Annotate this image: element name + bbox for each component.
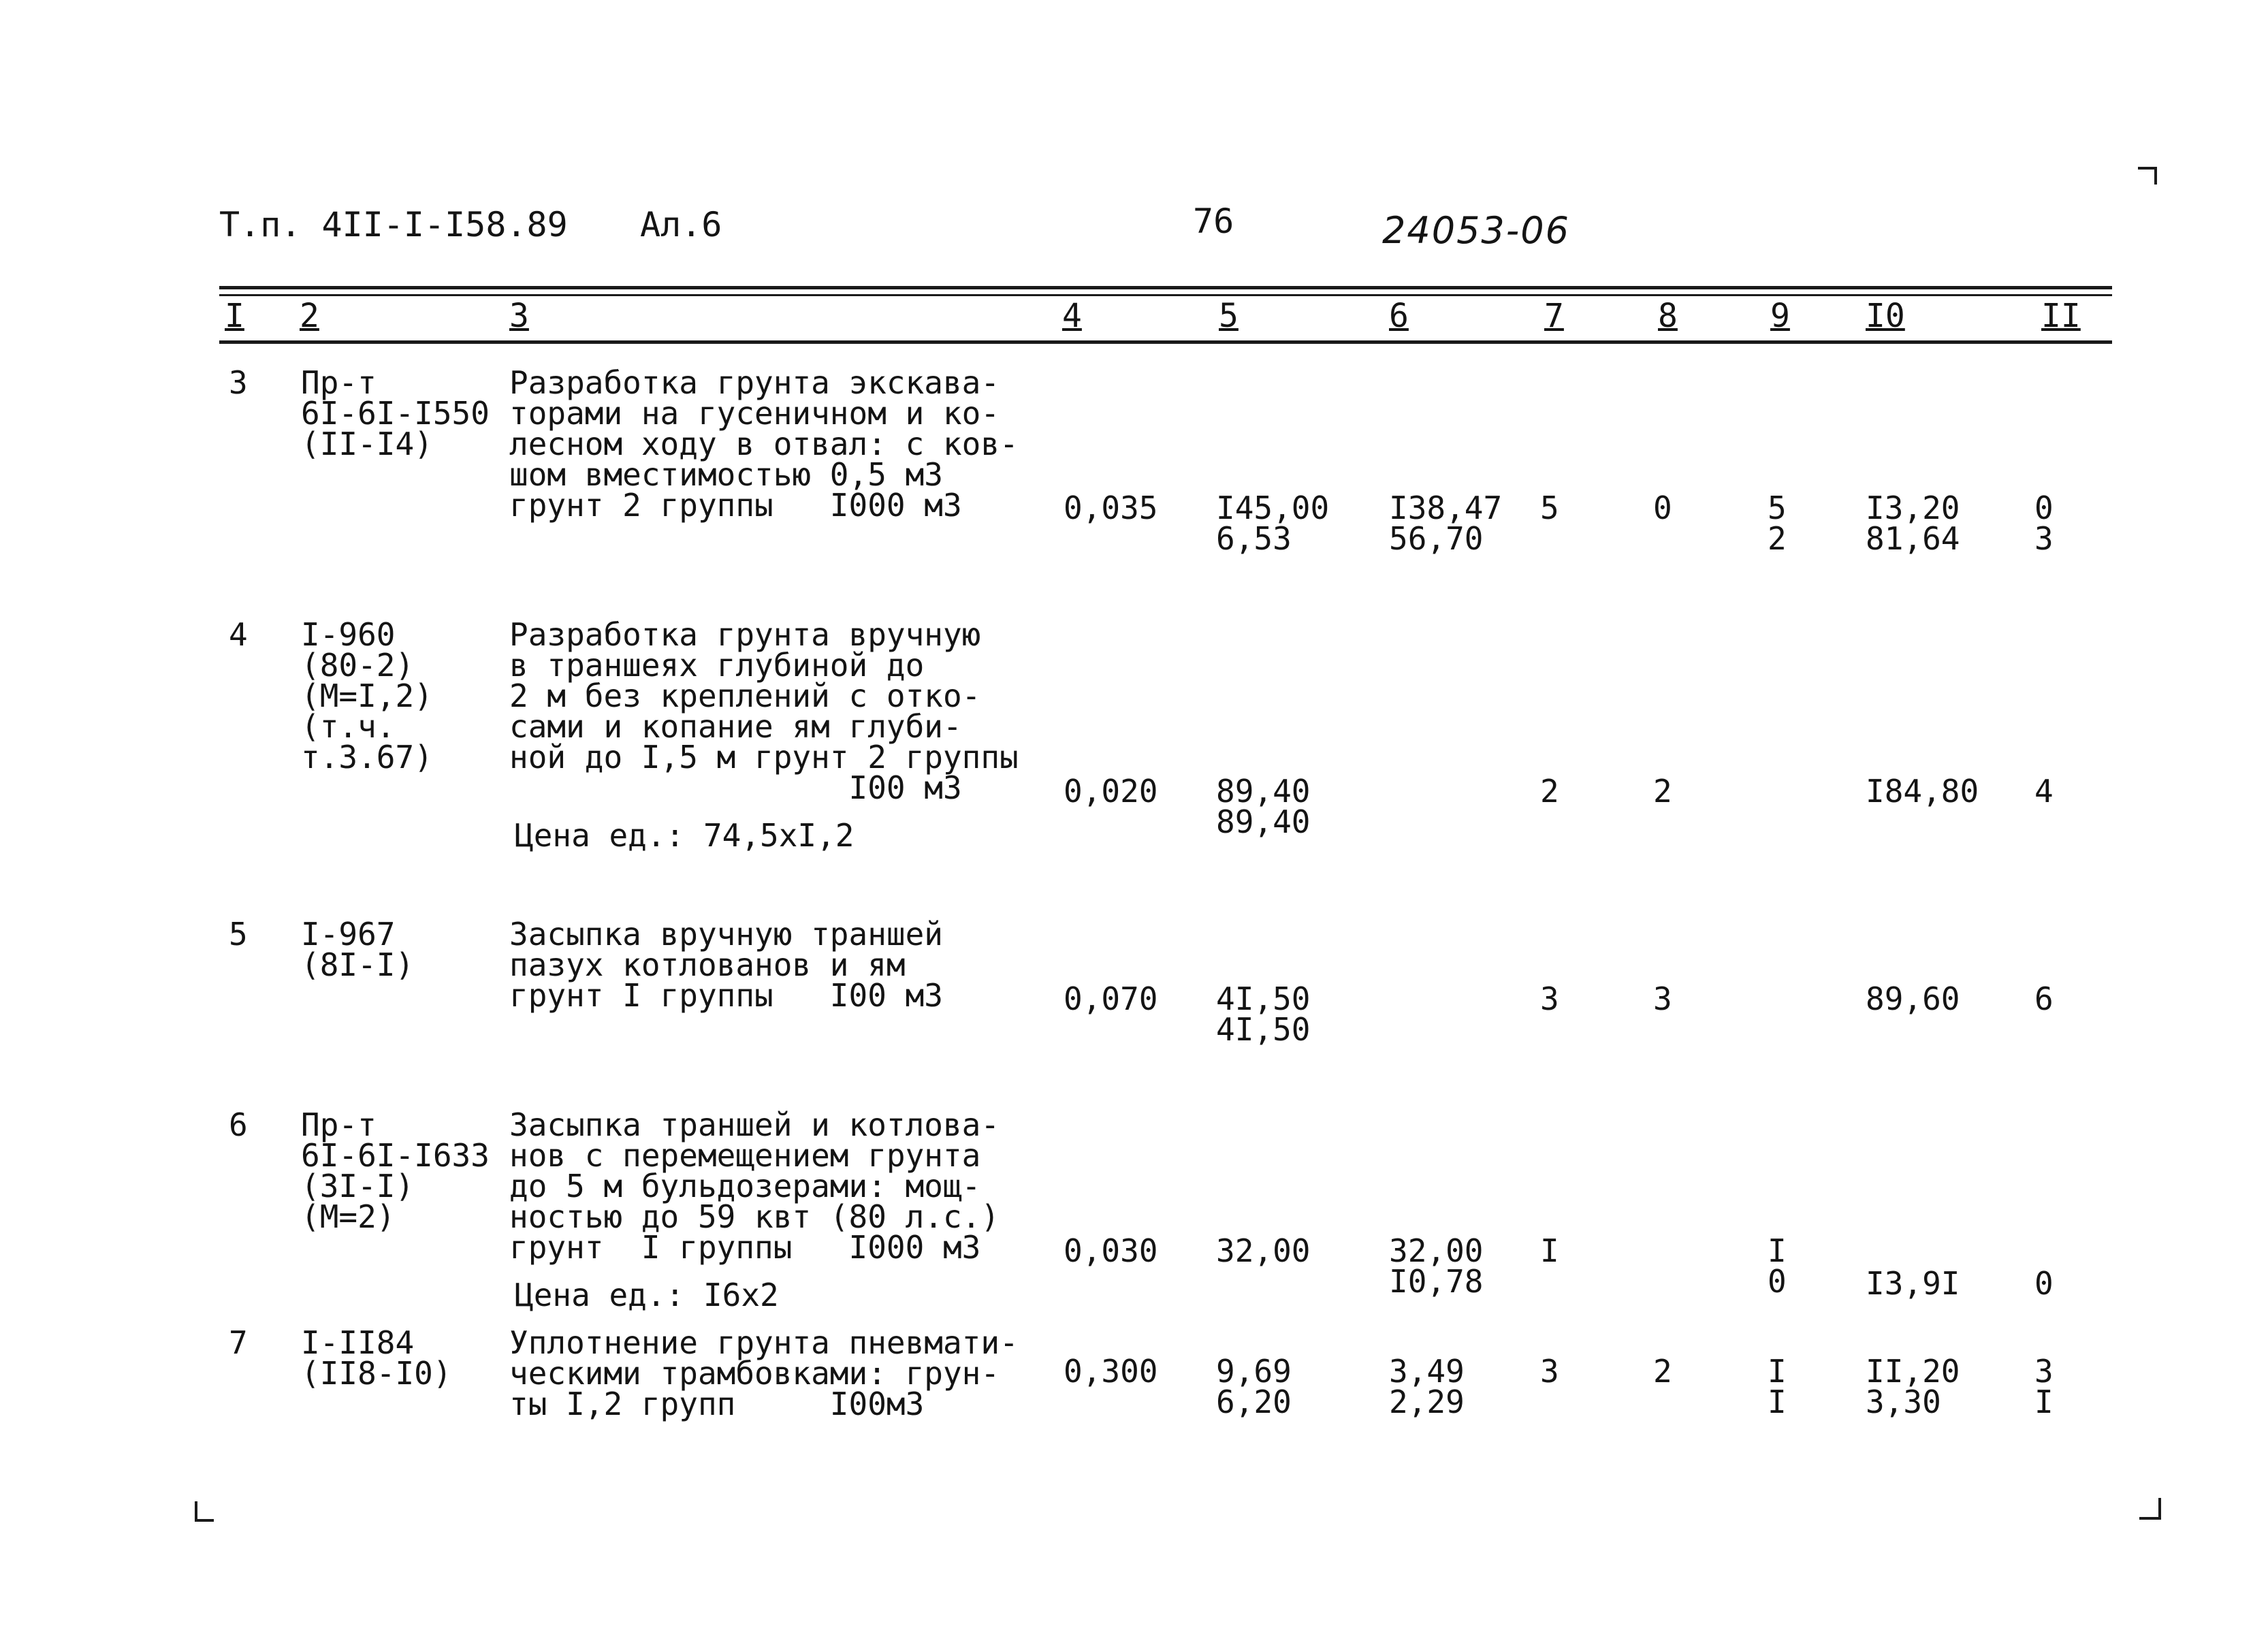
work-description: Засыпка вручную траншей пазух котлованов и ям грунт I группы I00 м3 [509,916,943,1014]
col5-value: 89,40 89,40 [1216,773,1311,840]
column-number-4: 4 [1062,297,1082,335]
work-description: Засыпка траншей и котлова- нов с перемещением грунта до 5 м бульдозерами: мощ- ностью до 59 квт (80 л.с.) грунт I группы I000 м3 [509,1106,1000,1266]
table-top-rule-2 [219,294,2112,296]
rate-code: Пр-т 6I-6I-I633 (3I-I) (М=2) [301,1106,490,1235]
quantity-value: 0,035 [1064,490,1158,526]
col11-value: 4 [2034,773,2054,810]
col10-value: I84,80 [1866,773,1979,810]
col7-value: I [1540,1232,1559,1269]
col11-value: 0 [2034,1265,2054,1302]
row-number: 7 [229,1324,248,1361]
rate-code: I-II84 (II8-I0) [301,1324,452,1392]
column-number-10: I0 [1866,297,1905,335]
col10-value: II,20 3,30 [1866,1353,1960,1420]
col8-value: 3 [1653,980,1672,1017]
rate-code: Пр-т 6I-6I-I550 (II-I4) [301,364,490,462]
quantity-value: 0,020 [1064,773,1158,810]
column-number-5: 5 [1219,297,1239,335]
column-number-6: 6 [1389,297,1409,335]
col11-value: 0 3 [2034,490,2054,557]
work-description: Уплотнение грунта пневмати- ческими трамбовками: грун- ты I,2 групп I00м3 [509,1324,1019,1422]
crop-mark-top-right-tick [2154,167,2157,185]
quantity-value: 0,030 [1064,1232,1158,1269]
col5-value: 9,69 6,20 [1216,1353,1292,1420]
col5-value: 32,00 [1216,1232,1311,1269]
crop-mark-bottom-left-foot [195,1519,214,1522]
table-top-rule [219,286,2112,289]
col11-value: 3 I [2034,1353,2054,1420]
col7-value: 3 [1540,1353,1559,1390]
unit-price-note: Цена ед.: I6х2 [515,1277,779,1313]
quantity-value: 0,300 [1064,1353,1158,1390]
col7-value: 5 [1540,490,1559,526]
col5-value: 4I,50 4I,50 [1216,980,1311,1048]
column-number-2: 2 [300,297,319,335]
column-number-3: 3 [509,297,529,335]
col7-value: 3 [1540,980,1559,1017]
column-number-9: 9 [1770,297,1790,335]
col6-value: 3,49 2,29 [1389,1353,1465,1420]
col8-value: 2 [1653,1353,1672,1390]
col7-value: 2 [1540,773,1559,810]
rate-code: I-960 (80-2) (М=I,2) (т.ч. т.3.67) [301,616,433,776]
column-number-11: II [2041,297,2081,335]
col6-value: 32,00 I0,78 [1389,1232,1484,1300]
col10-value: 89,60 [1866,980,1960,1017]
col6-value: I38,47 56,70 [1389,490,1503,557]
work-description: Разработка грунта экскава- торами на гусеничном и ко- лесном ходу в отвал: с ков- шом вместимостью 0,5 м3 грунт 2 группы I000 м3 [509,364,1019,524]
col11-value: 6 [2034,980,2054,1017]
col8-value: 0 [1653,490,1672,526]
row-number: 4 [229,616,248,653]
work-description: Разработка грунта вручную в траншеях глубиной до 2 м без креплений с отко- сами и копание ям глуби- ной до I,5 м грунт 2 группы I00 м3 [509,616,1019,806]
row-number: 3 [229,364,248,401]
col9-value: 5 2 [1768,490,1787,557]
column-number-8: 8 [1658,297,1678,335]
col9-value: I I [1768,1353,1787,1420]
sheet-label: Ал.6 [640,205,722,244]
header-bottom-rule [219,340,2112,344]
page-number: 76 [1193,202,1234,241]
column-number-7: 7 [1544,297,1564,335]
unit-price-note: Цена ед.: 74,5хI,2 [515,817,855,854]
row-number: 5 [229,916,248,953]
col9-value: I 0 [1768,1232,1787,1300]
col10-value: I3,20 81,64 [1866,490,1960,557]
crop-mark-bottom-right-foot [2139,1517,2160,1520]
column-number-1: I [225,297,244,335]
col8-value: 2 [1653,773,1672,810]
quantity-value: 0,070 [1064,980,1158,1017]
handwritten-code: 24053-06 [1382,209,1570,252]
col10-value: I3,9I [1866,1265,1960,1302]
rate-code: I-967 (8I-I) [301,916,415,983]
col5-value: I45,00 6,53 [1216,490,1330,557]
document-reference: Т.п. 4II-I-I58.89 [219,205,568,244]
row-number: 6 [229,1106,248,1143]
